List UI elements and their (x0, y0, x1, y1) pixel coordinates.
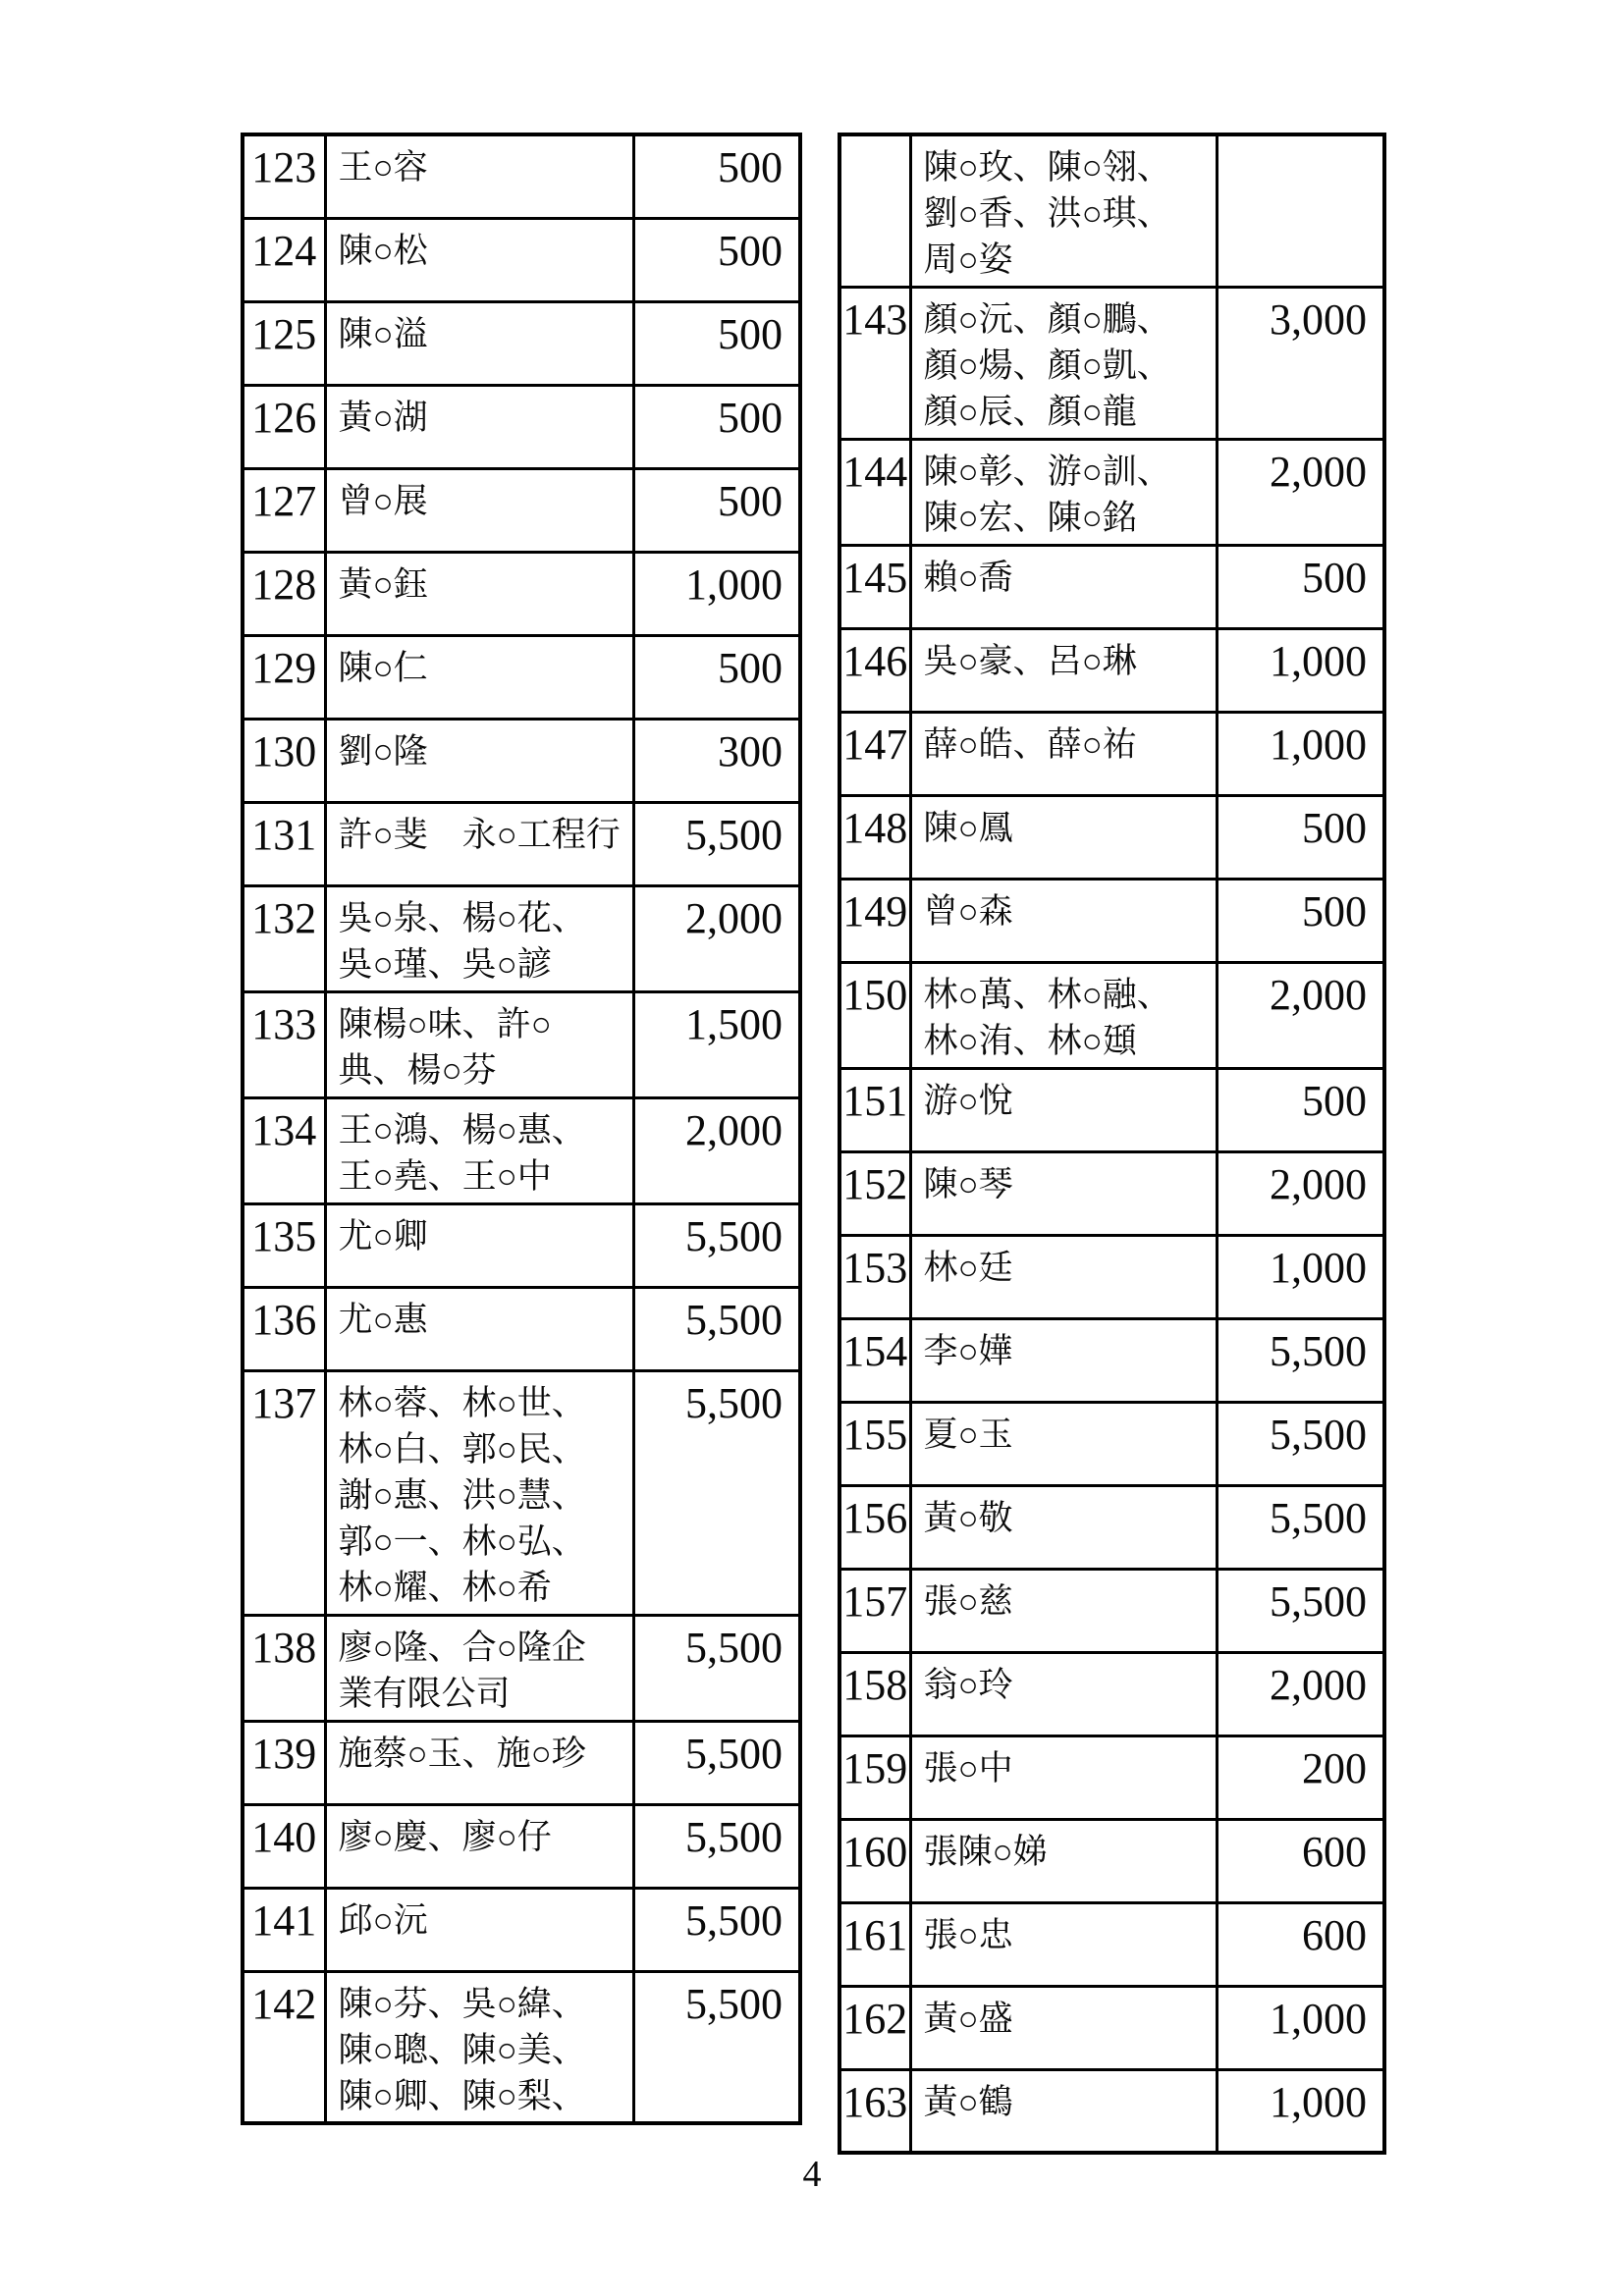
table-row (839, 1402, 1384, 1485)
donation-amount: 5,500 (633, 1888, 800, 1971)
table-row (839, 1068, 1384, 1151)
donor-name: 黃○敬 (910, 1485, 1217, 1569)
donation-amount: 5,500 (633, 1804, 800, 1888)
donation-amount: 5,500 (633, 1203, 800, 1287)
donor-name: 曾○森 (910, 879, 1217, 962)
table-row (839, 795, 1384, 879)
donor-name: 黃○盛 (910, 1986, 1217, 2069)
donor-name: 陳○松 (325, 218, 633, 301)
table-row (243, 1804, 800, 1888)
donor-name: 陳○彰、游○訓、 陳○宏、陳○銘 (910, 439, 1217, 545)
row-number: 159 (839, 1735, 910, 1819)
donation-amount: 300 (633, 719, 800, 802)
donation-amount: 1,000 (1217, 2069, 1384, 2153)
row-number: 154 (839, 1318, 910, 1402)
table-row (839, 1819, 1384, 1902)
table-row (839, 545, 1384, 628)
table-row (243, 134, 800, 218)
donor-name: 吳○豪、呂○琳 (910, 628, 1217, 712)
donation-amount: 1,000 (1217, 1235, 1384, 1318)
table-row (839, 1652, 1384, 1735)
table-row (839, 879, 1384, 962)
row-number: 162 (839, 1986, 910, 2069)
table-row (839, 1569, 1384, 1652)
row-number: 144 (839, 439, 910, 545)
donor-name: 尤○卿 (325, 1203, 633, 1287)
donation-amount: 500 (633, 134, 800, 218)
table-row (839, 439, 1384, 545)
row-number: 133 (243, 991, 325, 1097)
donor-name: 吳○泉、楊○花、 吳○瑾、吳○諺 (325, 885, 633, 991)
row-number: 129 (243, 635, 325, 719)
table-row (243, 552, 800, 635)
table-row (243, 1097, 800, 1203)
donor-name: 廖○隆、合○隆企 業有限公司 (325, 1615, 633, 1721)
table-row (243, 802, 800, 885)
donor-name: 林○蓉、林○世、 林○白、郭○民、 謝○惠、洪○慧、 郭○一、林○弘、 林○耀、林○希 (325, 1370, 633, 1615)
row-number: 138 (243, 1615, 325, 1721)
donor-name: 林○廷 (910, 1235, 1217, 1318)
donor-name: 黃○鶴 (910, 2069, 1217, 2153)
row-number: 149 (839, 879, 910, 962)
row-number: 132 (243, 885, 325, 991)
donor-table-left (241, 133, 802, 2125)
donor-name: 賴○喬 (910, 545, 1217, 628)
row-number (839, 134, 910, 287)
donor-name: 陳楊○味、許○ 典、楊○芬 (325, 991, 633, 1097)
donation-amount: 500 (633, 218, 800, 301)
page-number: 4 (802, 2154, 822, 2195)
row-number: 143 (839, 287, 910, 439)
donor-name: 陳○玫、陳○翎、 劉○香、洪○琪、 周○姿 (910, 134, 1217, 287)
table-row (839, 1485, 1384, 1569)
row-number: 150 (839, 962, 910, 1068)
row-number: 131 (243, 802, 325, 885)
table-row (243, 301, 800, 385)
row-number: 125 (243, 301, 325, 385)
row-number: 161 (839, 1902, 910, 1986)
donor-name: 顏○沅、顏○鵬、 顏○煬、顏○凱、 顏○辰、顏○龍 (910, 287, 1217, 439)
row-number: 156 (839, 1485, 910, 1569)
donor-name: 施蔡○玉、施○珍 (325, 1721, 633, 1804)
row-number: 151 (839, 1068, 910, 1151)
row-number: 160 (839, 1819, 910, 1902)
table-row (243, 1888, 800, 1971)
row-number: 123 (243, 134, 325, 218)
donation-amount: 600 (1217, 1902, 1384, 1986)
donor-name: 廖○慶、廖○仔 (325, 1804, 633, 1888)
donor-name: 張○中 (910, 1735, 1217, 1819)
donation-amount: 600 (1217, 1819, 1384, 1902)
donor-name: 黃○鈺 (325, 552, 633, 635)
donation-amount: 500 (633, 301, 800, 385)
donation-amount (1217, 134, 1384, 287)
table-row (839, 1986, 1384, 2069)
donation-amount: 500 (1217, 545, 1384, 628)
row-number: 135 (243, 1203, 325, 1287)
donation-amount: 5,500 (633, 1370, 800, 1615)
donation-amount: 500 (1217, 879, 1384, 962)
donation-amount: 2,000 (633, 1097, 800, 1203)
row-number: 153 (839, 1235, 910, 1318)
table-row (243, 218, 800, 301)
row-number: 141 (243, 1888, 325, 1971)
row-number: 140 (243, 1804, 325, 1888)
donor-name: 王○鴻、楊○惠、 王○堯、王○中 (325, 1097, 633, 1203)
donor-name: 陳○琴 (910, 1151, 1217, 1235)
row-number: 163 (839, 2069, 910, 2153)
donation-amount: 1,000 (1217, 1986, 1384, 2069)
row-number: 157 (839, 1569, 910, 1652)
donor-name: 許○斐 永○工程行 (325, 802, 633, 885)
row-number: 137 (243, 1370, 325, 1615)
table-row (839, 2069, 1384, 2153)
donation-amount: 5,500 (633, 1971, 800, 2123)
row-number: 128 (243, 552, 325, 635)
donation-amount: 2,000 (633, 885, 800, 991)
donation-amount: 5,500 (1217, 1318, 1384, 1402)
row-number: 126 (243, 385, 325, 468)
donation-amount: 500 (633, 635, 800, 719)
row-number: 146 (839, 628, 910, 712)
row-number: 152 (839, 1151, 910, 1235)
donor-name: 劉○隆 (325, 719, 633, 802)
table-row (243, 1370, 800, 1615)
table-row (243, 885, 800, 991)
donation-amount: 500 (633, 385, 800, 468)
table-row (243, 635, 800, 719)
table-row (839, 1318, 1384, 1402)
donor-name: 黃○湖 (325, 385, 633, 468)
donor-name: 李○嬅 (910, 1318, 1217, 1402)
donor-name: 薛○皓、薛○祐 (910, 712, 1217, 795)
donor-name: 陳○芬、吳○緯、 陳○聰、陳○美、 陳○卿、陳○梨、 (325, 1971, 633, 2123)
donor-name: 張○忠 (910, 1902, 1217, 1986)
row-number: 124 (243, 218, 325, 301)
row-number: 147 (839, 712, 910, 795)
donation-amount: 5,500 (633, 802, 800, 885)
table-row (243, 1971, 800, 2123)
donation-amount: 5,500 (1217, 1485, 1384, 1569)
donation-amount: 500 (633, 468, 800, 552)
donation-amount: 2,000 (1217, 962, 1384, 1068)
donation-amount: 5,500 (1217, 1402, 1384, 1485)
table-row (243, 1721, 800, 1804)
donor-name: 游○悅 (910, 1068, 1217, 1151)
donation-amount: 2,000 (1217, 439, 1384, 545)
donation-amount: 200 (1217, 1735, 1384, 1819)
table-row (839, 962, 1384, 1068)
donation-amount: 2,000 (1217, 1151, 1384, 1235)
donation-amount: 5,500 (633, 1287, 800, 1370)
row-number: 136 (243, 1287, 325, 1370)
table-row (243, 385, 800, 468)
table-row (839, 712, 1384, 795)
donor-name: 翁○玲 (910, 1652, 1217, 1735)
donor-name: 林○萬、林○融、 林○洧、林○頲 (910, 962, 1217, 1068)
donor-name: 陳○仁 (325, 635, 633, 719)
row-number: 130 (243, 719, 325, 802)
table-row (243, 1287, 800, 1370)
row-number: 148 (839, 795, 910, 879)
donation-amount: 1,000 (633, 552, 800, 635)
row-number: 139 (243, 1721, 325, 1804)
donation-amount: 5,500 (633, 1615, 800, 1721)
table-row (839, 1902, 1384, 1986)
donation-amount: 3,000 (1217, 287, 1384, 439)
table-row (243, 468, 800, 552)
donor-name: 曾○展 (325, 468, 633, 552)
table-row (839, 1235, 1384, 1318)
table-row (243, 991, 800, 1097)
donor-name: 陳○溢 (325, 301, 633, 385)
donation-amount: 500 (1217, 795, 1384, 879)
row-number: 158 (839, 1652, 910, 1735)
row-number: 145 (839, 545, 910, 628)
donation-amount: 1,000 (1217, 712, 1384, 795)
table-row (243, 719, 800, 802)
donation-amount: 1,500 (633, 991, 800, 1097)
donor-table-right (838, 133, 1386, 2155)
donation-amount: 5,500 (633, 1721, 800, 1804)
donor-name: 張陳○娣 (910, 1819, 1217, 1902)
table-row (839, 628, 1384, 712)
row-number: 155 (839, 1402, 910, 1485)
row-number: 142 (243, 1971, 325, 2123)
row-number: 127 (243, 468, 325, 552)
table-row (243, 1615, 800, 1721)
donation-amount: 2,000 (1217, 1652, 1384, 1735)
table-row (839, 287, 1384, 439)
donor-name: 夏○玉 (910, 1402, 1217, 1485)
donor-name: 張○慈 (910, 1569, 1217, 1652)
donor-name: 邱○沅 (325, 1888, 633, 1971)
table-row (839, 134, 1384, 287)
table-row (839, 1735, 1384, 1819)
donor-name: 尤○惠 (325, 1287, 633, 1370)
table-row (243, 1203, 800, 1287)
donor-name: 王○容 (325, 134, 633, 218)
donation-amount: 500 (1217, 1068, 1384, 1151)
table-row (839, 1151, 1384, 1235)
donation-amount: 5,500 (1217, 1569, 1384, 1652)
donation-amount: 1,000 (1217, 628, 1384, 712)
row-number: 134 (243, 1097, 325, 1203)
donor-name: 陳○鳳 (910, 795, 1217, 879)
